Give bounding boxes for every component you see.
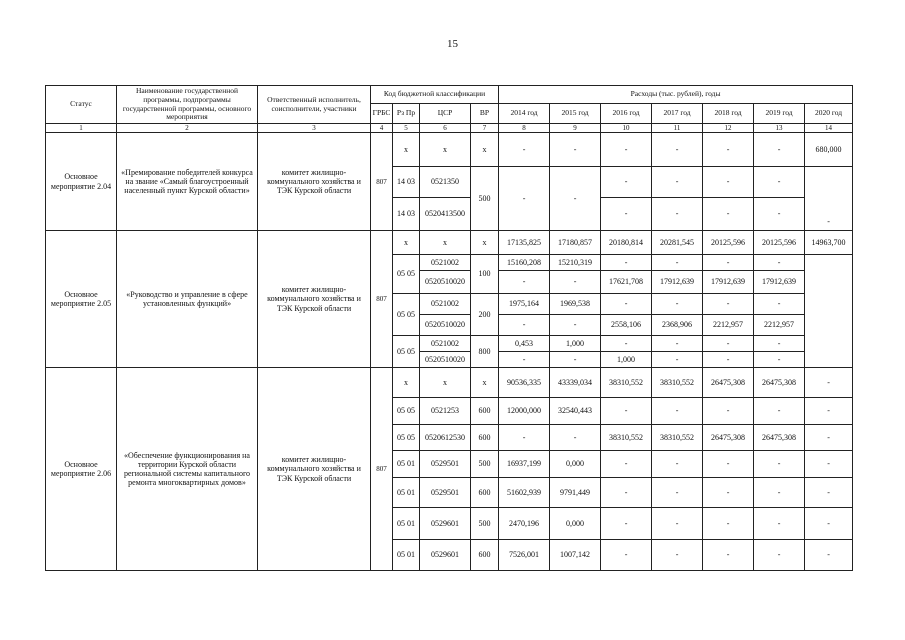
value-cell: -	[754, 255, 805, 271]
value-cell: -	[550, 425, 601, 451]
csr-cell: 0521350	[420, 167, 471, 198]
value-cell: 12000,000	[499, 398, 550, 425]
csr-cell: 0520510020	[420, 352, 471, 368]
column-number: 11	[652, 124, 703, 133]
header-row	[46, 86, 853, 104]
value-cell: 51602,939	[499, 478, 550, 508]
csr-cell: 0520510020	[420, 271, 471, 294]
header-grbs: ГРБС	[371, 104, 393, 124]
rzpr-cell: 05 01	[393, 451, 420, 478]
header-vr: ВР	[471, 104, 499, 124]
empty-cell	[805, 255, 853, 368]
vr-cell: x	[471, 231, 499, 255]
value-cell: -	[703, 352, 754, 368]
value-cell: 2558,106	[601, 315, 652, 336]
header-status: Статус	[46, 86, 117, 124]
value-cell: -	[754, 336, 805, 352]
value-cell: 15210,319	[550, 255, 601, 271]
value-cell: -	[703, 133, 754, 167]
column-number: 14	[805, 124, 853, 133]
value-cell: 2368,906	[652, 315, 703, 336]
value-cell: 0,453	[499, 336, 550, 352]
vr-cell: 600	[471, 478, 499, 508]
value-cell: 43339,034	[550, 368, 601, 398]
vr-cell: 500	[471, 508, 499, 540]
value-cell: -	[703, 255, 754, 271]
value-cell: 20281,545	[652, 231, 703, 255]
value-cell: -	[601, 167, 652, 198]
value-cell: 1,000	[601, 352, 652, 368]
csr-cell: 0529601	[420, 508, 471, 540]
value-cell: -	[550, 315, 601, 336]
value-cell: -	[601, 478, 652, 508]
vr-cell: 600	[471, 425, 499, 451]
executor-cell: комитет жилищно-коммунального хозяйства и ТЭК Курской области	[258, 368, 371, 571]
header-rzpr: Рз Пр	[393, 104, 420, 124]
header-year: 2016 год	[601, 104, 652, 124]
value-cell: -	[754, 167, 805, 198]
value-cell: -	[805, 508, 853, 540]
csr-cell: 0529601	[420, 540, 471, 571]
value-cell: -	[754, 133, 805, 167]
status-cell: Основное мероприятие 2.06	[46, 368, 117, 571]
value-cell: -	[703, 398, 754, 425]
value-cell: -	[652, 198, 703, 231]
rzpr-cell: 05 05	[393, 255, 420, 294]
value-cell: -	[499, 352, 550, 368]
rzpr-cell: 05 01	[393, 508, 420, 540]
value-cell: 20125,596	[703, 231, 754, 255]
column-number: 2	[117, 124, 258, 133]
value-cell: -	[499, 271, 550, 294]
value-cell: 17180,857	[550, 231, 601, 255]
value-cell: 17912,639	[703, 271, 754, 294]
csr-cell: 0521253	[420, 398, 471, 425]
value-cell: -	[805, 451, 853, 478]
value-cell: -	[601, 255, 652, 271]
value-cell: -	[805, 398, 853, 425]
value-cell: 1,000	[550, 336, 601, 352]
value-cell: -	[601, 508, 652, 540]
column-number: 4	[371, 124, 393, 133]
header-executor: Ответственный исполнитель, соисполнители, участники	[258, 86, 371, 124]
value-cell: -	[805, 540, 853, 571]
vr-cell: 600	[471, 398, 499, 425]
value-cell: 2212,957	[703, 315, 754, 336]
value-cell: 16937,199	[499, 451, 550, 478]
value-cell: -	[550, 133, 601, 167]
value-cell: 0,000	[550, 451, 601, 478]
value-cell: 17912,639	[754, 271, 805, 294]
value-cell: -	[754, 294, 805, 315]
column-number: 6	[420, 124, 471, 133]
value-cell: -	[601, 398, 652, 425]
value-cell: -	[601, 198, 652, 231]
value-cell: 32540,443	[550, 398, 601, 425]
csr-cell: 0520510020	[420, 315, 471, 336]
value-cell: -	[703, 540, 754, 571]
value-cell: -	[754, 508, 805, 540]
value-cell: -	[652, 336, 703, 352]
value-cell: -	[652, 478, 703, 508]
column-number: 7	[471, 124, 499, 133]
value-cell: 38310,552	[601, 425, 652, 451]
value-cell: -	[652, 508, 703, 540]
csr-cell: x	[420, 133, 471, 167]
value-cell: 17621,708	[601, 271, 652, 294]
value-cell: 90536,335	[499, 368, 550, 398]
value-cell: -	[652, 540, 703, 571]
column-number: 13	[754, 124, 805, 133]
executor-cell: комитет жилищно-коммунального хозяйства и ТЭК Курской области	[258, 133, 371, 231]
header-year: 2018 год	[703, 104, 754, 124]
rzpr-cell: 05 05	[393, 398, 420, 425]
header-year: 2020 год	[805, 104, 853, 124]
value-cell: -	[805, 368, 853, 398]
rzpr-cell: x	[393, 368, 420, 398]
rzpr-cell: 14 03	[393, 198, 420, 231]
value-cell: 20180,814	[601, 231, 652, 255]
csr-cell: 0521002	[420, 294, 471, 315]
table-row	[46, 231, 853, 255]
rzpr-cell: x	[393, 133, 420, 167]
header-year: 2019 год	[754, 104, 805, 124]
csr-cell: 0529501	[420, 478, 471, 508]
grbs-cell: 807	[371, 133, 393, 231]
value-cell: 1969,538	[550, 294, 601, 315]
column-number: 12	[703, 124, 754, 133]
csr-cell: 0529501	[420, 451, 471, 478]
value-cell: 26475,308	[703, 368, 754, 398]
grbs-cell: 807	[371, 368, 393, 571]
vr-cell: 500	[471, 451, 499, 478]
page-number: 15	[447, 38, 458, 50]
value-cell: -	[601, 133, 652, 167]
rzpr-cell: x	[393, 231, 420, 255]
value-cell: -	[754, 451, 805, 478]
value-cell: 2212,957	[754, 315, 805, 336]
vr-cell: 100	[471, 255, 499, 294]
csr-cell: x	[420, 368, 471, 398]
name-cell: «Премирование победителей конкурса на звание «Самый благоустроенный населенный пункт Курской области»	[117, 133, 258, 231]
value-cell: 26475,308	[754, 425, 805, 451]
status-cell: Основное мероприятие 2.05	[46, 231, 117, 368]
value-cell: -	[652, 398, 703, 425]
value-cell: -	[499, 315, 550, 336]
value-cell: -	[601, 336, 652, 352]
status-cell: Основное мероприятие 2.04	[46, 133, 117, 231]
value-cell: 17135,825	[499, 231, 550, 255]
value-cell: 1975,164	[499, 294, 550, 315]
rzpr-cell: 05 05	[393, 294, 420, 336]
value-cell: -	[652, 167, 703, 198]
grbs-cell: 807	[371, 231, 393, 368]
vr-cell: 600	[471, 540, 499, 571]
header-year: 2014 год	[499, 104, 550, 124]
value-cell: -	[652, 352, 703, 368]
header-name: Наименование государственной программы, подпрограммы государственной программы, основного мероприятия	[117, 86, 258, 124]
column-number-row	[46, 124, 853, 133]
value-cell: 38310,552	[652, 368, 703, 398]
csr-cell: 0520413500	[420, 198, 471, 231]
column-number: 1	[46, 124, 117, 133]
vr-cell: 500	[471, 167, 499, 231]
value-cell: -	[754, 198, 805, 231]
value-cell: -	[703, 167, 754, 198]
value-cell: 0,000	[550, 508, 601, 540]
value-cell: -	[703, 478, 754, 508]
value-cell: -	[601, 451, 652, 478]
name-cell: «Руководство и управление в сфере установленных функций»	[117, 231, 258, 368]
rzpr-cell: 05 01	[393, 478, 420, 508]
value-cell: -	[754, 352, 805, 368]
value-cell: -	[805, 425, 853, 451]
column-number: 10	[601, 124, 652, 133]
value-cell: -	[550, 167, 601, 231]
value-cell: -	[652, 255, 703, 271]
value-cell: 26475,308	[703, 425, 754, 451]
value-cell: -	[550, 271, 601, 294]
value-cell: 14963,700	[805, 231, 853, 255]
value-cell: -	[754, 540, 805, 571]
value-cell: -	[703, 198, 754, 231]
csr-cell: 0521002	[420, 336, 471, 352]
csr-cell: x	[420, 231, 471, 255]
header-year: 2015 год	[550, 104, 601, 124]
value-cell: -	[601, 540, 652, 571]
value-cell: -	[754, 398, 805, 425]
csr-cell: 0521002	[420, 255, 471, 271]
value-cell: 680,000	[805, 133, 853, 167]
value-cell: -	[703, 451, 754, 478]
table-row	[46, 133, 853, 167]
header-csr: ЦСР	[420, 104, 471, 124]
rzpr-cell: 05 05	[393, 336, 420, 368]
value-cell: 38310,552	[652, 425, 703, 451]
value-cell: -	[499, 133, 550, 167]
value-cell: -	[499, 425, 550, 451]
column-number: 8	[499, 124, 550, 133]
column-number: 9	[550, 124, 601, 133]
header-year: 2017 год	[652, 104, 703, 124]
value-cell: 1007,142	[550, 540, 601, 571]
vr-cell: 200	[471, 294, 499, 336]
column-number: 3	[258, 124, 371, 133]
value-cell: -	[805, 478, 853, 508]
table-row	[46, 368, 853, 398]
value-cell: 9791,449	[550, 478, 601, 508]
value-cell: 15160,208	[499, 255, 550, 271]
value-cell: 38310,552	[601, 368, 652, 398]
column-number: 5	[393, 124, 420, 133]
budget-table	[45, 85, 853, 571]
value-cell: -	[601, 294, 652, 315]
value-cell: -	[652, 133, 703, 167]
rzpr-cell: 14 03	[393, 167, 420, 198]
value-cell: -	[805, 167, 853, 231]
vr-cell: x	[471, 133, 499, 167]
header-code: Код бюджетной классификации	[371, 86, 499, 104]
rzpr-cell: 05 05	[393, 425, 420, 451]
value-cell: -	[703, 508, 754, 540]
value-cell: 2470,196	[499, 508, 550, 540]
vr-cell: x	[471, 368, 499, 398]
name-cell: «Обеспечение функционирования на территории Курской области региональной системы капитального ремонта многоквартирных домов»	[117, 368, 258, 571]
header-expenses: Расходы (тыс. рублей), годы	[499, 86, 853, 104]
value-cell: 26475,308	[754, 368, 805, 398]
value-cell: -	[703, 336, 754, 352]
value-cell: -	[652, 451, 703, 478]
executor-cell: комитет жилищно-коммунального хозяйства и ТЭК Курской области	[258, 231, 371, 368]
vr-cell: 800	[471, 336, 499, 368]
value-cell: -	[703, 294, 754, 315]
rzpr-cell: 05 01	[393, 540, 420, 571]
value-cell: 7526,001	[499, 540, 550, 571]
csr-cell: 0520612530	[420, 425, 471, 451]
value-cell: -	[550, 352, 601, 368]
value-cell: 20125,596	[754, 231, 805, 255]
value-cell: 17912,639	[652, 271, 703, 294]
value-cell: -	[499, 167, 550, 231]
value-cell: -	[754, 478, 805, 508]
value-cell: -	[652, 294, 703, 315]
